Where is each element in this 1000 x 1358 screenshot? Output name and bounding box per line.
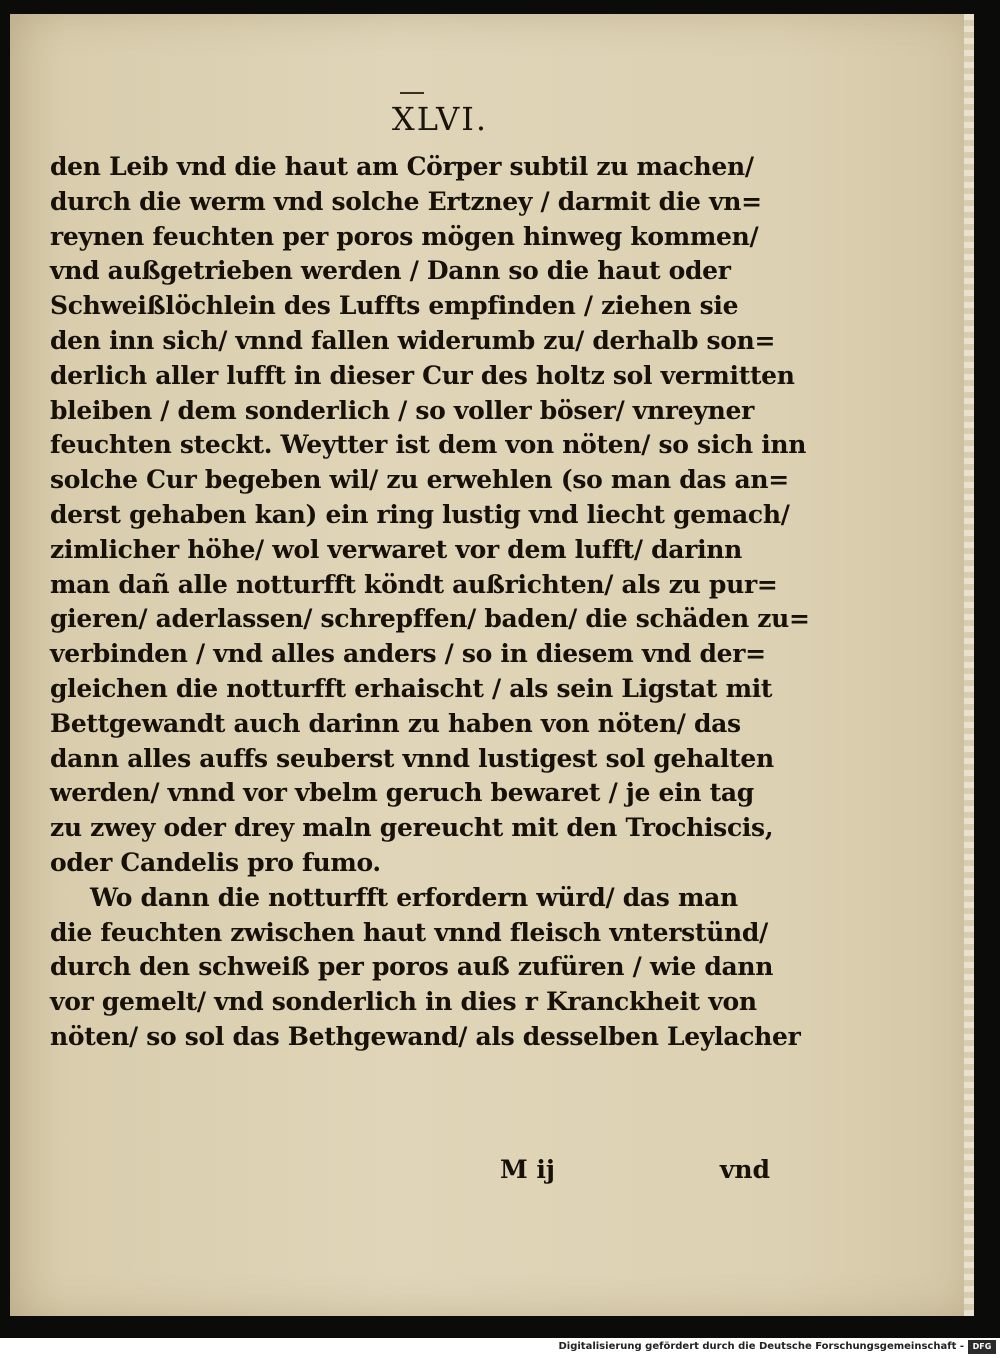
text-line: vor gemelt/ vnd sonderlich in dies r Kranckheit von xyxy=(50,987,757,1017)
text-line: dann alles auffs seuberst vnnd lustigest sol gehalten xyxy=(50,743,774,773)
folio-number: XLVI. xyxy=(391,100,489,138)
text-line: durch die werm vnd solche Ertzney / darmit die vn= xyxy=(50,186,762,216)
folio-rule xyxy=(400,92,424,94)
text-line: Bettgewandt auch darinn zu haben von nöten/ das xyxy=(50,708,741,738)
text-line: oder Candelis pro fumo. xyxy=(50,847,381,877)
text-line: vnd außgetrieben werden / Dann so die haut oder xyxy=(50,256,731,286)
text-line: derlich aller lufft in dieser Cur des holtz sol vermitten xyxy=(50,360,795,390)
page-edge xyxy=(964,14,974,1316)
page-footer-marks xyxy=(500,1155,770,1195)
text-line: den Leib vnd die haut am Cörper subtil zu machen/ xyxy=(50,152,754,181)
text-line: nöten/ so sol das Bethgewand/ als desselben Leylacher xyxy=(50,1021,801,1051)
text-line: man dañ alle notturfft köndt außrichten/ als zu pur= xyxy=(50,569,778,599)
text-line: derst gehaben kan) ein ring lustig vnd liecht gemach/ xyxy=(50,499,790,529)
signature-mark: M ij xyxy=(500,1155,555,1184)
text-line: werden/ vnnd vor vbelm geruch bewaret / je ein tag xyxy=(50,778,754,808)
text-line: verbinden / vnd alles anders / so in diesem vnd der= xyxy=(50,639,766,669)
text-line: solche Cur begeben wil/ zu erwehlen (so man das an= xyxy=(50,465,789,495)
body-text xyxy=(50,150,810,1055)
text-line: die feuchten zwischen haut vnnd fleisch vnterstünd/ xyxy=(50,917,768,947)
dfg-logo: DFG xyxy=(968,1340,996,1354)
text-line: zimlicher höhe/ wol verwaret vor dem lufft/ darinn xyxy=(50,534,743,564)
text-line: zu zwey oder drey maln gereucht mit den Trochiscis, xyxy=(50,813,774,843)
catchword: vnd xyxy=(719,1155,770,1184)
funding-credit: Digitalisierung gefördert durch die Deutsche Forschungsgemeinschaft - xyxy=(558,1341,964,1352)
text-line: reynen feuchten per poros mögen hinweg kommen/ xyxy=(50,221,759,251)
text-line: den inn sich/ vnnd fallen widerumb zu/ derhalb son= xyxy=(50,325,776,355)
text-line: gieren/ aderlassen/ schrepffen/ baden/ die schäden zu= xyxy=(50,604,810,634)
paragraph-start-line: Wo dann die notturfft erfordern würd/ das man xyxy=(90,882,738,912)
text-line: durch den schweiß per poros auß zufüren / wie dann xyxy=(50,952,774,982)
text-line: Schweißlöchlein des Luffts empfinden / ziehen sie xyxy=(50,291,739,321)
digitization-footer xyxy=(0,1338,1000,1358)
text-line: feuchten steckt. Weytter ist dem von nöten/ so sich inn xyxy=(50,430,807,460)
text-line: gleichen die notturfft erhaischt / als sein Ligstat mit xyxy=(50,673,773,703)
text-line: bleiben / dem sonderlich / so voller böser/ vnreyner xyxy=(50,395,754,425)
